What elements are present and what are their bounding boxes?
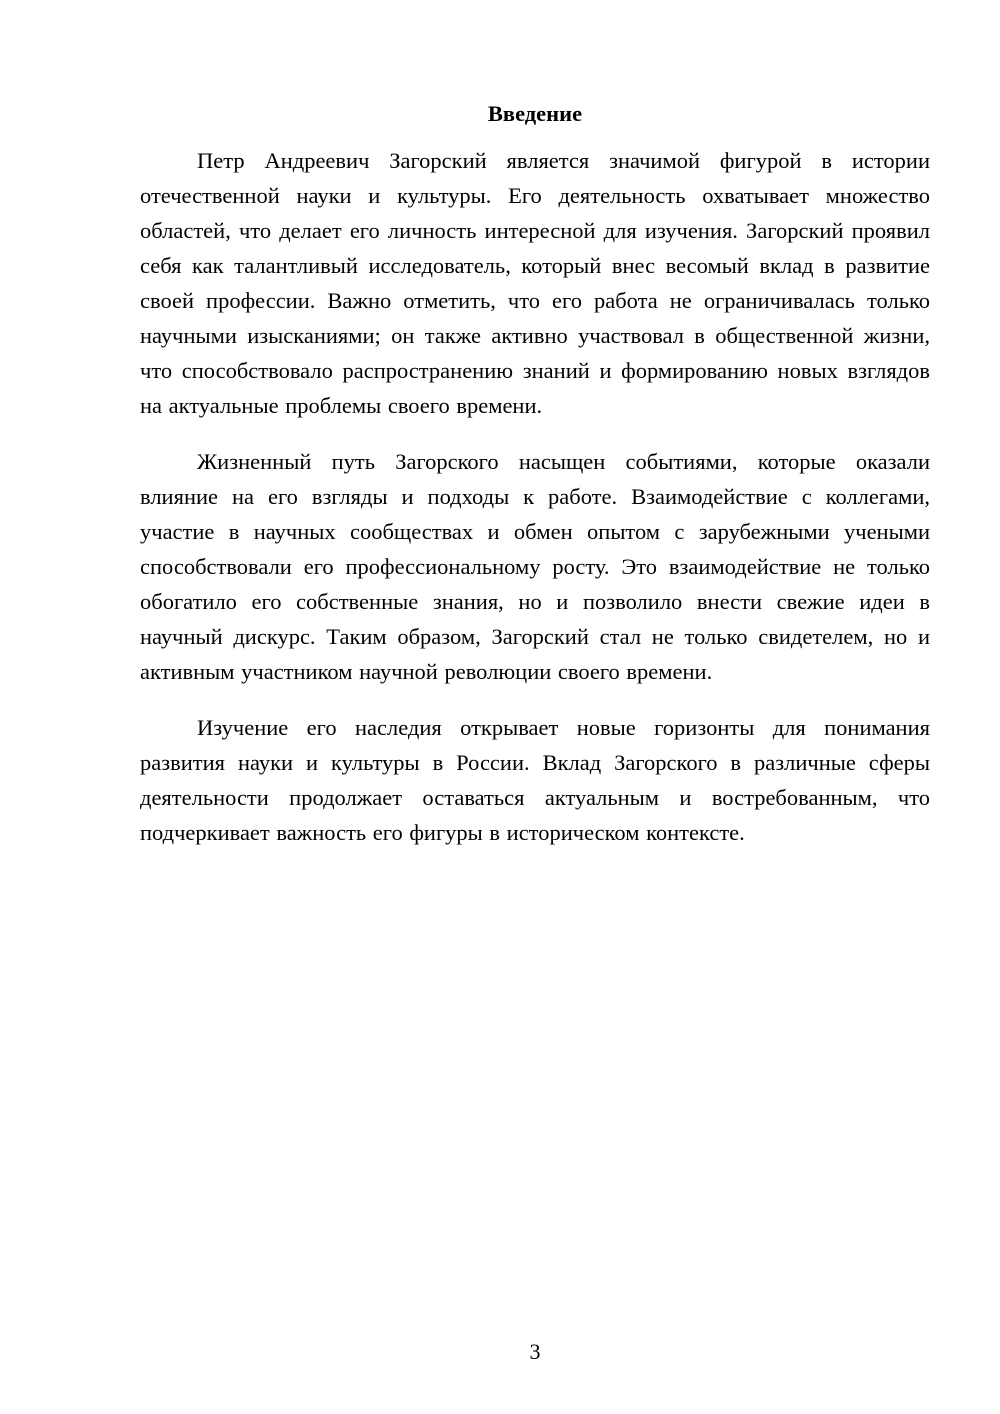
page-number: 3: [529, 1339, 541, 1364]
paragraph-intro-3: Изучение его наследия открывает новые горизонты для понимания развития науки и культуры в России. Вклад Загорского в различные сферы деятельности продолжает оставаться актуальным и востребованным, что подчеркивает важность его фигуры в историческом контексте.: [140, 715, 930, 845]
document-title: Введение: [487, 101, 583, 126]
paragraph-intro-1: Петр Андреевич Загорский является значимой фигурой в истории отечественной науки и культуры. Его деятельность охватывает множество областей, что делает его личность интересной для изучения. Загорский проявил себя как талантливый исследователь, который внес весомый вклад в развитие своей профессии. Важно отметить, что его работа не ограничивалась только научными изысканиями; он также активно участвовал в общественной жизни, что способствовало распространению знаний и формированию новых взглядов на актуальные проблемы своего времени.: [140, 148, 930, 418]
paragraph-intro-2: Жизненный путь Загорского насыщен событиями, которые оказали влияние на его взгляды и подходы к работе. Взаимодействие с коллегами, участие в научных сообществах и обмен опытом с зарубежными учеными способствовали его профессиональному росту. Это взаимодействие не только обогатило его собственные знания, но и позволило внести свежие идеи в научный дискурс. Таким образом, Загорский стал не только свидетелем, но и активным участником научной революции своего времени.: [140, 449, 930, 684]
